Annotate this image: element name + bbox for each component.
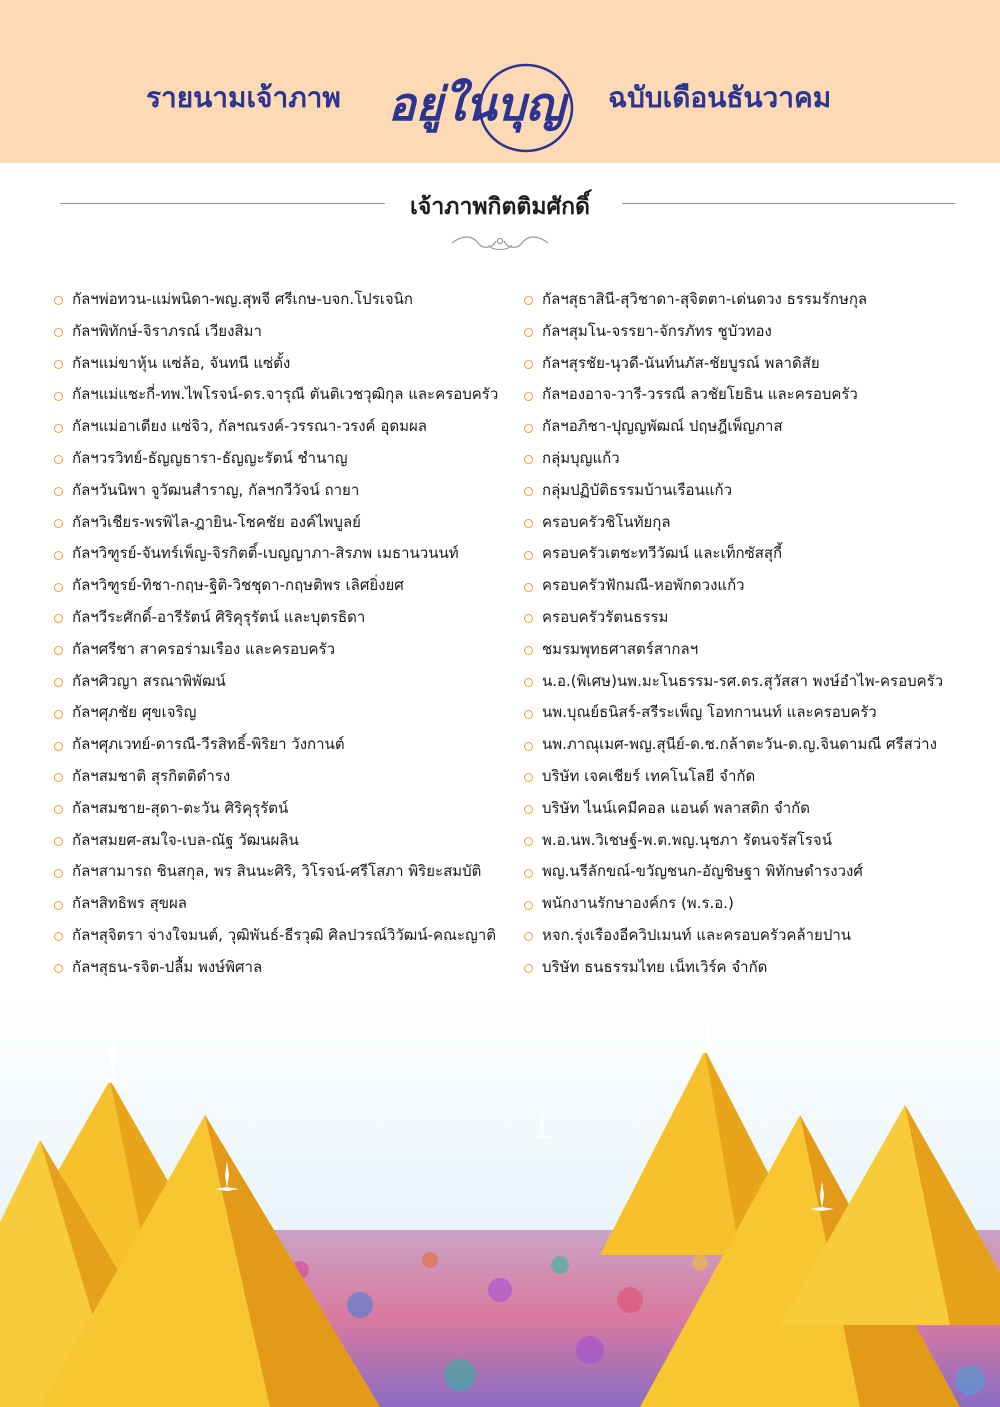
left-list-item xyxy=(54,634,520,666)
circle-bullet-icon xyxy=(524,837,533,846)
circle-bullet-icon xyxy=(524,296,533,305)
circle-bullet-icon xyxy=(54,424,63,433)
host-name: นพ.บุณย์ธนิสร์-สรีระเพ็ญ โอทกานนท์ และครอบครัว xyxy=(542,703,877,722)
host-name: บริษัท ไนน์เคมีคอล แอนด์ พลาสติก จำกัด xyxy=(542,798,810,817)
host-name: ครอบครัวชิโนทัยกุล xyxy=(542,512,671,531)
host-name: กัลฯวิฑูรย์-ทิชา-กฤษ-ฐิติ-วิชชุดา-กฤษติพร เลิศยิ่งยศ xyxy=(72,576,404,595)
host-name: กัลฯสิทธิพร สุขผล xyxy=(72,894,187,913)
left-list-item xyxy=(54,825,520,857)
left-list-item xyxy=(54,284,520,316)
host-name: กัลฯอภิชา-ปุญญพัฒณ์ ปฤษฎีเพ็ญภาส xyxy=(542,417,783,436)
right-list-item xyxy=(524,475,964,507)
left-list-item xyxy=(54,443,520,475)
circle-bullet-icon xyxy=(524,932,533,941)
honorary-hosts-left-column xyxy=(54,284,520,984)
host-name: กัลฯวันนิพา จูวัฒนสำราญ, กัลฯกวีวัจน์ ถายา xyxy=(72,480,360,499)
circle-bullet-icon xyxy=(54,710,63,719)
circle-bullet-icon xyxy=(524,869,533,878)
host-name: กัลฯสุรชัย-นุวดี-นันท์นภัส-ชัยบูรณ์ พลาดิสัย xyxy=(542,353,820,372)
section-rule-right xyxy=(622,203,955,204)
circle-bullet-icon xyxy=(524,455,533,464)
circle-bullet-icon xyxy=(524,710,533,719)
host-name: กัลฯสุจิตรา จ่างใจมนต์, วุฒิพันธ์-ธีรวุฒิ ศิลปวรณ์วิวัฒน์-คณะญาติ xyxy=(72,925,496,944)
right-list-item xyxy=(524,666,964,698)
circle-bullet-icon xyxy=(524,742,533,751)
host-name: กัลฯสุมโน-จรรยา-จักรภัทร ชูบัวทอง xyxy=(542,321,772,340)
circle-bullet-icon xyxy=(524,805,533,814)
host-name: กัลฯศิวญา สรณาพิพัฒน์ xyxy=(72,671,226,690)
left-list-item xyxy=(54,666,520,698)
host-name: กัลฯวีระศักดิ์-อารีรัตน์ ศิริคุรุรัตน์ และบุตรธิดา xyxy=(72,607,366,626)
circle-bullet-icon xyxy=(54,901,63,910)
circle-bullet-icon xyxy=(524,328,533,337)
left-list-item xyxy=(54,697,520,729)
golden-pyramids-gem-field-image xyxy=(0,995,1000,1407)
host-name: กัลฯสมยศ-สมใจ-เบล-ณัฐ วัฒนผลิน xyxy=(72,830,299,849)
host-name: พญ.นรีลักขณ์-ขวัญชนก-อัญชิษฐา พิทักษดำรงวงศ์ xyxy=(542,862,863,881)
host-name: กัลฯสมชาติ สุรกิตติดำรง xyxy=(72,766,231,785)
left-list-item xyxy=(54,761,520,793)
header-title-right: ฉบับเดือนธันวาคม xyxy=(608,81,832,114)
right-list-item xyxy=(524,793,964,825)
host-name: กัลฯศรีชา สาครอร่ามเรือง และครอบครัว xyxy=(72,639,336,658)
host-name: กัลฯแม่ขาหุ้น แซ่ล้อ, จันทนี แซ่ตั้ง xyxy=(72,353,291,372)
host-name: พ.อ.นพ.วิเชษฐ์-พ.ต.พญ.นุชภา รัตนจรัสโรจน์ xyxy=(542,830,832,849)
right-list-item xyxy=(524,856,964,888)
circle-bullet-icon xyxy=(54,519,63,528)
left-list-item xyxy=(54,316,520,348)
right-list-item xyxy=(524,411,964,443)
header-banner xyxy=(0,0,1000,163)
circle-bullet-icon xyxy=(54,773,63,782)
right-list-item xyxy=(524,538,964,570)
circle-bullet-icon xyxy=(524,901,533,910)
host-name: กัลฯวิเชียร-พรพิไล-ฎายิน-โชคชัย องค์ไพบูลย์ xyxy=(72,512,361,531)
left-list-item xyxy=(54,920,520,952)
logo-text: อยู่ในบุญ xyxy=(388,77,565,131)
circle-bullet-icon xyxy=(524,487,533,496)
header-title-left: รายนามเจ้าภาพ xyxy=(146,81,341,114)
right-list-item xyxy=(524,825,964,857)
circle-bullet-icon xyxy=(524,424,533,433)
host-name: กัลฯพ่อทวน-แม่พนิดา-พญ.สุพจี ศรีเกษ-บจก.โปรเจนิก xyxy=(72,290,414,308)
right-list-item xyxy=(524,920,964,952)
host-name: กัลฯแม่อาเตียง แซ่จิว, กัลฯณรงค์-วรรณา-วรงค์ อุดมผล xyxy=(72,417,427,436)
right-list-item xyxy=(524,697,964,729)
host-name: กัลฯองอาจ-วารี-วรรณี ลวชัยโยธิน และครอบครัว xyxy=(542,385,858,404)
right-list-item xyxy=(524,316,964,348)
right-list-item xyxy=(524,570,964,602)
circle-bullet-icon xyxy=(524,360,533,369)
circle-bullet-icon xyxy=(54,742,63,751)
magazine-logo xyxy=(382,60,594,160)
host-name: กัลฯศุภชัย ศุขเจริญ xyxy=(72,703,197,722)
host-name: บริษัท ธนธรรมไทย เน็ทเวิร์ค จำกัด xyxy=(542,957,768,976)
host-name: กัลฯพิทักษ์-จิราภรณ์ เวียงสิมา xyxy=(72,321,262,340)
left-list-item xyxy=(54,793,520,825)
host-name: กัลฯสมชาย-สุดา-ตะวัน ศิริคุรุรัตน์ xyxy=(72,798,289,817)
host-name: กัลฯศุภเวทย์-ดารณี-วีรสิทธิ์-พิริยา วังกานต์ xyxy=(72,735,345,754)
right-list-item xyxy=(524,602,964,634)
host-name: กัลฯสามารถ ชินสกุล, พร สินนะศิริ, วิโรจน์-ศรีโสภา พิริยะสมบัติ xyxy=(72,862,482,881)
left-list-item xyxy=(54,888,520,920)
circle-bullet-icon xyxy=(54,487,63,496)
circle-bullet-icon xyxy=(524,773,533,782)
right-list-item xyxy=(524,443,964,475)
honorary-hosts-right-column xyxy=(524,284,964,984)
host-name: นพ.ภาณุเมศ-พญ.สุนีย์-ด.ช.กล้าตะวัน-ด.ญ.จินดามณี ศรีสว่าง xyxy=(542,735,937,754)
circle-bullet-icon xyxy=(54,360,63,369)
circle-bullet-icon xyxy=(54,296,63,305)
host-name: กัลฯแม่แชะกี่-ทพ.ไพโรจน์-ดร.จารุณี ตันติเวชวุฒิกุล และครอบครัว xyxy=(72,385,499,404)
right-list-item xyxy=(524,761,964,793)
circle-bullet-icon xyxy=(524,392,533,401)
circle-bullet-icon xyxy=(54,869,63,878)
host-name: ครอบครัวรัตนธรรม xyxy=(542,607,669,626)
circle-bullet-icon xyxy=(54,837,63,846)
left-list-item xyxy=(54,602,520,634)
right-list-item xyxy=(524,952,964,984)
host-name: กัลฯวิฑูรย์-จันทร์เพ็ญ-จิรกิตติ์-เบญญาภา-สิรภพ เมธานวนนท์ xyxy=(72,544,459,563)
circle-bullet-icon xyxy=(54,614,63,623)
host-name: ชมรมพุทธศาสตร์สากลฯ xyxy=(542,639,699,658)
host-name: กัลฯสุธาสินี-สุวิชาดา-สุจิตตา-เด่นดวง ธรรมรักษกุล xyxy=(542,290,868,308)
circle-bullet-icon xyxy=(524,678,533,687)
circle-bullet-icon xyxy=(54,646,63,655)
circle-bullet-icon xyxy=(54,551,63,560)
circle-bullet-icon xyxy=(524,519,533,528)
left-list-item xyxy=(54,729,520,761)
right-list-item xyxy=(524,379,964,411)
host-name: ครอบครัวฟักมณี-หอพักดวงแก้ว xyxy=(542,576,745,595)
left-list-item xyxy=(54,411,520,443)
left-list-item xyxy=(54,538,520,570)
circle-bullet-icon xyxy=(524,583,533,592)
host-name: กลุ่มปฏิบัติธรรมบ้านเรือนแก้ว xyxy=(542,480,732,499)
circle-bullet-icon xyxy=(54,392,63,401)
left-list-item xyxy=(54,507,520,539)
circle-bullet-icon xyxy=(524,551,533,560)
circle-bullet-icon xyxy=(54,583,63,592)
circle-bullet-icon xyxy=(524,614,533,623)
host-name: พนักงานรักษาองค์กร (พ.ร.อ.) xyxy=(542,894,734,913)
right-list-item xyxy=(524,634,964,666)
right-list-item xyxy=(524,284,964,316)
left-list-item xyxy=(54,348,520,380)
host-name: กัลฯวรวิทย์-ธัญญธารา-ธัญญะรัตน์ ชำนาญ xyxy=(72,448,348,467)
flourish-ornament xyxy=(448,231,552,253)
circle-bullet-icon xyxy=(54,964,63,973)
left-list-item xyxy=(54,475,520,507)
host-name: น.อ.(พิเศษ)นพ.มะโนธรรม-รศ.ดร.สุวัสสา พงษ์อำไพ-ครอบครัว xyxy=(542,671,944,690)
circle-bullet-icon xyxy=(54,328,63,337)
circle-bullet-icon xyxy=(524,964,533,973)
circle-bullet-icon xyxy=(54,678,63,687)
circle-bullet-icon xyxy=(54,455,63,464)
host-name: ครอบครัวเตชะทวีวัฒน์ และเท็กซัสสุกี้ xyxy=(542,544,783,563)
host-name: กัลฯสุธน-รจิต-ปลื้ม พงษ์พิศาล xyxy=(72,957,263,976)
left-list-item xyxy=(54,952,520,984)
circle-bullet-icon xyxy=(54,932,63,941)
right-list-item xyxy=(524,729,964,761)
host-name: หจก.รุ่งเรืองอีควิปเมนท์ และครอบครัวคล้ายปาน xyxy=(542,925,852,944)
section-title: เจ้าภาพกิตติมศักดิ์ xyxy=(410,194,590,220)
right-list-item xyxy=(524,348,964,380)
right-list-item xyxy=(524,888,964,920)
right-list-item xyxy=(524,507,964,539)
circle-bullet-icon xyxy=(524,646,533,655)
host-name: กลุ่มบุญแก้ว xyxy=(542,448,620,467)
left-list-item xyxy=(54,856,520,888)
host-name: บริษัท เจคเชียร์ เทคโนโลยี จำกัด xyxy=(542,766,756,785)
left-list-item xyxy=(54,379,520,411)
left-list-item xyxy=(54,570,520,602)
circle-bullet-icon xyxy=(54,805,63,814)
